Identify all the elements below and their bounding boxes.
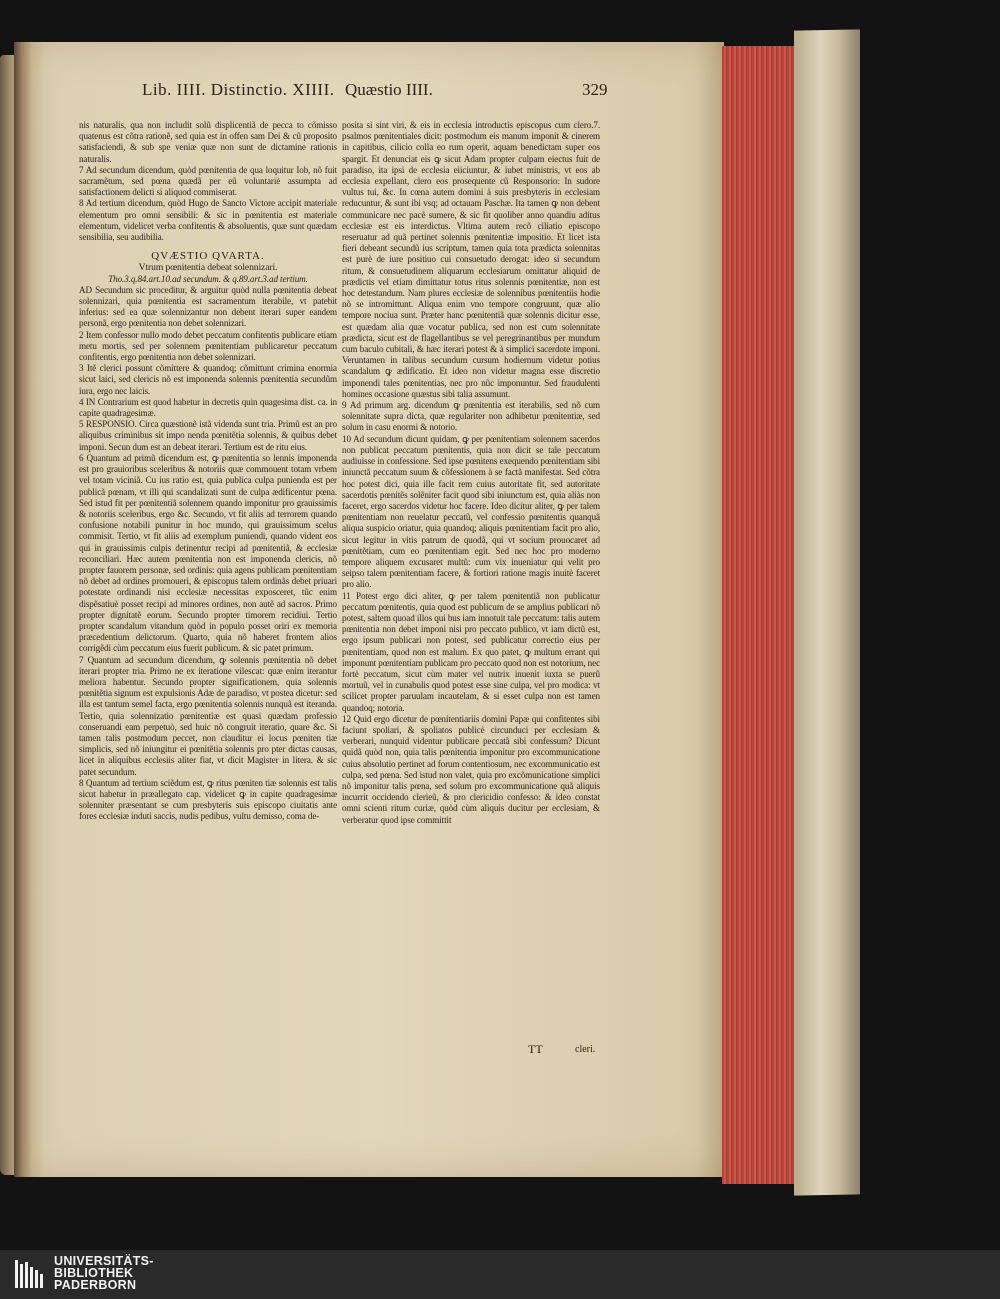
paragraph: 3 Itẽ clerici possunt cõmittere & quandoq; cõmittunt crimina enormia sicut laici, sed clericis nõ est imponenda solennis pœnitentia secundũm iura, ergo nec laicis. <box>79 363 337 396</box>
catchword: cleri. <box>575 1044 596 1055</box>
paragraph: 9 Ad primum arg. dicendum ꝙ pœnitentia est iterabilis, sed nõ cum solennitate supra dicta, quæ regulariter non adhibetur pœnitentiæ, sed solum in casu enormi & notorio. <box>342 400 600 433</box>
library-name-line: UNIVERSITÄTS- <box>54 1254 154 1268</box>
running-head-book: Lib. IIII. Distinctio. XIIII. <box>142 80 335 99</box>
running-head <box>60 74 700 106</box>
library-logo-icon <box>14 1258 46 1290</box>
running-head-question: Quæstio IIII. <box>345 80 433 99</box>
folio-number: 329 <box>582 80 608 99</box>
paragraph: 8 Ad tertium dicendum, quòd Hugo de Sancto Victore accipit materiale elementum pro omni sensibili: & sic in pœnitentia est materiale elementum, videlicet verba confitentis & absoluentis, quæ sunt quædam sensibilia, seu audibilia. <box>79 198 337 243</box>
vellum-binding <box>794 29 860 1195</box>
paragraph: AD Secundum sic proceditur, & arguitur quòd nulla pœnitentia debeat solennizari, quia pœnitentia est sacramentum iterabile, vt patebit inferius: sed ea quæ solennizantur non debent iterari super eandem personã, ergo pœnitentia non debet solennizari. <box>79 284 337 329</box>
paragraph: 6 Quantum ad primũ dicendum est, ꝙ pœnitentia so lennis imponenda est pro grauioribus sceleribus & notoriis quæ commouent totam vrbem vel totam viciniã. Cu ius ratio est, quia publica culpa punienda est per publicã pœnam, vt illi qui scandalizati sunt de culpa ædificentur pœna. Sed istud fit per pœnitentiã solennem quando imponitur pro grauissimis & notoriis sceleribus, ergo &c. Secundo, vt fit aliis ad terrorem quando confusione notabili punitur in hoc mundo, qui grauissimum scelus commisit. Tertio, vt fit aliis ad exemplum puniendi, quando vident eos qui in grauissimis culpis detinentur recipi ad pœnitentiã, & ecclesiæ reconciliari. Hæc autem pœnitentia non est imponenda clericis, nõ propter fauorem personæ, sed ordinis: quia agens publicam pœnitentiam nõ debet ad ordines promoueri, & episcopus talem ordinãs debet priuari potestate ordinandi nisi ecclesiæ necessitas exposceret, tũc enim dispẽsatiuè posset recipi ad minores ordines, non autẽ ad sacros. Primo propter dignitatẽ eorum. Secundo propter timorem recidiui. Tertio propter scandalum vitandum quòd in populo posset oriri ex memoria præcedentium delictorum. Quarto, quia nõ haberet frontem alios corrigẽdi cùm peccatum eius fuerit publicum. & sic patet primum. <box>79 452 337 654</box>
question-subtitle: Vtrum pœnitentia debeat solennizari. <box>138 262 278 274</box>
paragraph: 11 Potest ergo dici aliter, ꝙ per talem pœnitentiã non publicatur peccatum pœnitentis, quia quod est publicum de se amplius publicari nõ potest, saltem quoad illos qui bus iam innotuit tale peccatum: talis autem pœnitentia non debet imponi nisi pro peccato publico, vt iam dictũ est, ergo ipsum publicari non potest, sed publicatur correctio eius per pœnitentiam, quod non est malum. Ex quo patet, ꝙ multum errant qui imponunt pœnitentiam publicam pro peccato quod non est notorium, nec fortè peccatum, sicut cùm mater vel nutrix inuenit iuxta se puerũ mortuũ, vel in cunabulis quod potest esse sine culpa, vel pro modica: vt scilicet propter paruulam incautelam, & si esset culpa non est tamen quandoq; notoria. <box>342 590 600 713</box>
paragraph: 10 Ad secundum dicunt quidam, ꝙ per pœnitentiam solennem sacerdos non publicat peccatum pœnitentis, quia non dicit se tale peccatum audiuisse in confessione. Sed ipse pœnitens exequendo pœnitentiam sibi iniunctã peccatum suum & cõfessionem à se factã manifestat. Sed cõtra hoc potest dici, quia ille facit rem cuius autoritate fit, sed autoritate sacerdotis pœnitẽs solẽniter facit quod sibi iniunctum est, quia aliàs non faceret, ergo sacerdos videtur hoc facere. Ideo dicitur aliter, ꝙ per talem pœnitentiam non reuelatur peccatũ, vel confessio pœnitentis quanquã aliqua suspicio oriatur, quia quandoq; aliquis pœnitentiam facit pro alio, sicut legitur in vitis patrum de quodã, qui vt socium prouocaret ad pœnitẽtiam, cum eo pœnitentiam egit. Sed nec hoc pro moderno tempore aliquem excusaret multũ: cum vix inueniatur qui velit pro seipso talem pœnitentiam facere, & fortiori ratione magis inuitè faceret pro alio. <box>342 433 600 590</box>
question-reference: Tho.3.q.84.art.10.ad secundum. & q.89.art.3.ad tertium. <box>108 273 308 284</box>
library-name-line: BIBLIOTHEK <box>54 1266 134 1280</box>
paragraph: 7 Quantum ad secundum dicendum, ꝙ solennis pœnitentia nõ debet iterari propter tria. Primo ne ex iteratione vilescat: quæ enim iterantur meliora habentur. Secundo propter significationem, quia solennis pœnitẽtia signum est expulsionis Adæ de paradiso, vt postea dicetur: sed illa est tantum semel facta, ergo pœnitentia solennis nunquã est iteranda. Tertio, quia solennizatio pœnitentiæ est quasi quædam professio conseruandi eam perpetuò, sed huic nõ congruit iteratio, quare &c. Si tamen talis postmodum peccet, non clauditur ei locus pœniten tiæ simplicis, sed nõ iniungitur ei pœnitẽtia solennis pro pter dictas causas, licet in aliquibus ecclesiis aliter fiat, vt dicit Magister in litera. & sic patet secundum. <box>79 654 337 777</box>
right-text-column <box>342 120 600 826</box>
paragraph: 8 Quantum ad tertium sciẽdum est, ꝙ ritus pœniten tiæ solennis est talis sicut habetur in præallegato cap. videlicet ꝙ in capite quadragesimæ solenniter præsentant se cum presbyteris suis episcopo ciuitatis ante fores ecclesiæ induti saccis, nudis pedibus, vultu demisso, coma de- <box>79 777 337 822</box>
left-text-column <box>79 120 337 823</box>
library-name <box>54 1255 154 1291</box>
paragraph: 7 Ad secundum dicendum, quòd pœnitentia de qua loquitur Iob, nõ fuit sacramẽtum, sed pœna quædã per eũ voluntariè assumpta ad satisfactionem delicti si aliquod commiserat. <box>79 164 337 198</box>
paragraph: 2 Item confessor nullo modo debet peccatum confitentis publicare etiam metu mortis, sed per solennem pœnitentiam publicaretur peccatum confitentis, ergo pœnitentia non debet solennizari. <box>79 329 337 363</box>
signature-mark: TT <box>528 1042 543 1056</box>
library-footer <box>0 1250 1000 1299</box>
paragraph: 12 Quid ergo dicetur de pœnitentiariis domini Papæ qui confitentes sibi faciunt spoliari, & spoliatos publicè circunduci per ecclesiam & verberari, nunquid videntur publicare peccatã sibi confessum? Dicunt quidã quòd non, quia talis pœnitentia imponitur pro excommunicatione cuius absolutio pertinet ad forum contentiosum, nec excommunicatio est culpa, sed pœna. Sed istud non valet, quia pro excõmunicatione simplici nõ imponitur talis pœna, sed solum pro excommunicatione quã aliquis incurrit occidendo clerieũ, & pro clericidio confesso: & ideo constat omni scienti ritum curiæ, quòd cùm aliquis ducitur per ecclesiam, & verberatur quod ipse committit <box>342 713 600 825</box>
library-name-line: PADERBORN <box>54 1278 137 1292</box>
paragraph: posita si sint viri, & eis in ecclesia introductis episcopus cum clero.7. psalmos pœnitentiales dicit: postmodum eis manum imponit & cinerem in capitibus, cilicio colla eo rum operit, aquam benedictam super eos spargit. Et denunciat eis ꝙ sicut Adam propter culpam eiectus fuit de paradiso, ita ipsi de ecclesia eiiciuntur, & iubet ministris, vt eos ab ecclesia expellant, clero eos prosequente cũ Responsorio: In sudore vultus tui, &c. In cœna autem domini à suis presbyteris in ecclesiam reducuntur, & sunt ibi vsq; ad octauam Paschæ. Ita tamen ꝙ non debent communicare nec pacẽ sumere, & sic fit quoliber anno quandiu aditus ecclesiæ est eis interdictus. Vltima autem recõ ciliatio episcopo reseruatur ad quã pertinet solennis pœnitentiæ impositio. Et licet ista fieri debeant secundũ ius scriptum, tamen quia tota prædicta solennitas est purè de iure positiuo cui consuetudo derogat: ideo si secundum ritum, & consuetudinem aliquarum ecclesiarum omittatur aliquid de prædictis vel etiam dimittatur totus ritus solennis pœnitentiæ, non est hoc detestandum. Nam plures ecclesiæ de solennibus pœnitentiis hodie nõ se intromittunt. Aliqua enim vno tempore congruunt, quæ alio tempore nociua sunt. Præter hanc pœnitentiã quæ solennis dicitur esse, est quædam alia quæ vocatur publica, sed non est cum solennitate prædicta, sicut est de flagellantibus se vel peregrinantibus per mundum cum baculo cubitali, & hæc iterari potest & à simplici sacerdote imponi. Veruntamen in talibus secundum cursum hodiernum videtur potius scandalum ꝙ ædificatio. Et ideo non videtur magna esse discretio imponendi tales pœnitentias, nec pro nũc imponuntur. Sed fraudulenti homines occasione quæstus sibi talia assumunt. <box>342 120 600 399</box>
paragraph: 4 IN Contrarium est quod habetur in decretis quin quagesima dist. ca. in capite quadragesimæ. <box>79 396 337 419</box>
paragraph: 5 RESPONSIO. Circa quæstionẽ istã videnda sunt tria. Primũ est an pro aliquibus criminibus sit impo nenda pœnitẽtia solennis, & quibus debet imponi. Secun dum est an debeat iterari. Tertium est de ritu eius. <box>79 419 337 452</box>
red-page-edges <box>722 46 798 1184</box>
paragraph: nis naturalis, qua non includit solũ displicentiã de pecca to cõmisso quatenus est cõtra rationẽ, sed quia est in offen sam Dei & cũ proposito satisfaciendi, & sub spe veniæ quæ non sunt de dictamine rationis naturalis. <box>79 120 337 164</box>
page-gutter <box>14 42 32 1177</box>
question-title: QVÆSTIO QVARTA. <box>151 250 265 263</box>
